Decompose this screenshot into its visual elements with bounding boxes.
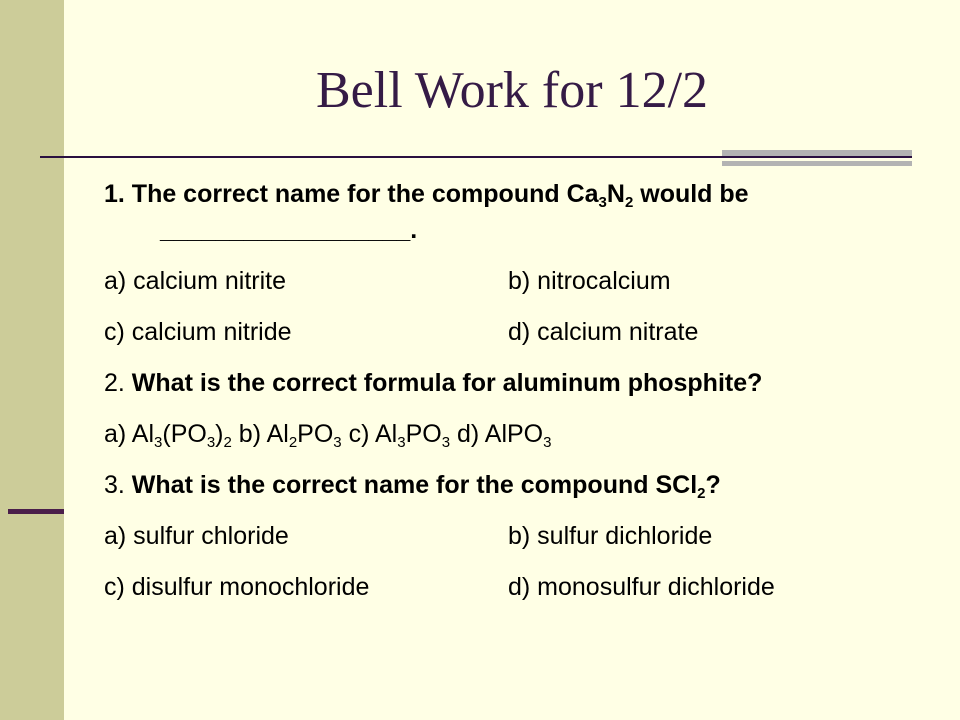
q2-option-b-label: b) <box>231 420 267 448</box>
q3-option-b: b) sulfur dichloride <box>508 522 713 550</box>
q2-option-c-label: c) <box>341 420 375 448</box>
q3-options-row-1 <box>104 518 924 554</box>
q2-formula-subscript: 3 <box>333 434 342 451</box>
q2-formula-element: Al <box>374 420 398 448</box>
q2-formula-subscript: 3 <box>543 434 552 451</box>
question-1 <box>104 176 924 248</box>
q2-option-a-label: a) <box>104 420 132 448</box>
title-divider <box>40 156 912 158</box>
q2-formula-element: Al <box>266 420 289 448</box>
slide-title: Bell Work for 12/2 <box>315 62 709 119</box>
q2-formula-element: PO <box>405 420 442 448</box>
q2-formula-subscript: 2 <box>223 434 232 451</box>
q2-formula-element: PO <box>297 420 334 448</box>
q3-options-row-2 <box>104 569 924 605</box>
q1-formula-subscript: 2 <box>624 194 634 211</box>
q2-formula-element: ) <box>215 420 224 448</box>
q1-formula-subscript: 3 <box>598 194 607 211</box>
question-3 <box>104 467 924 503</box>
question-3-end: ? <box>705 471 721 499</box>
q1-formula-element: N <box>606 180 625 208</box>
q1-options-row-1 <box>104 263 924 299</box>
q3-option-d: d) monosulfur dichloride <box>508 573 775 601</box>
question-3-number: 3. <box>104 471 132 499</box>
question-2-text: What is the correct formula for aluminum phosphite? <box>131 369 763 397</box>
question-2-number: 2. <box>104 369 132 397</box>
q1-formula-element: Ca <box>566 180 599 208</box>
question-2 <box>104 365 924 401</box>
q2-formula-subscript: 3 <box>154 434 163 451</box>
title-divider-accent-lower <box>722 161 912 166</box>
q3-option-a: a) sulfur chloride <box>104 522 289 550</box>
question-3-text: What is the correct name for the compound SCl <box>131 471 698 499</box>
title-divider-accent <box>722 150 912 156</box>
q2-formula-subscript: 3 <box>397 434 406 451</box>
q2-options-row <box>104 416 924 452</box>
q1-option-d: d) calcium nitrate <box>508 318 699 346</box>
q1-options-row-2 <box>104 314 924 350</box>
question-1-suffix: would be __________________. <box>160 180 749 244</box>
q2-formula-subscript: 3 <box>206 434 216 451</box>
q2-option-d-label: d) <box>450 420 485 448</box>
question-1-prefix: 1. The correct name for the compound <box>104 180 567 208</box>
q3-option-c: c) disulfur monochloride <box>104 573 370 601</box>
side-band-marker <box>8 509 64 514</box>
q1-option-c: c) calcium nitride <box>104 318 292 346</box>
q2-formula-element: (PO <box>162 420 207 448</box>
slide-body <box>104 176 924 620</box>
q2-formula-subscript: 2 <box>288 434 298 451</box>
q1-option-b: b) nitrocalcium <box>508 267 671 295</box>
q2-formula-subscript: 3 <box>441 434 451 451</box>
q1-option-a: a) calcium nitrite <box>104 267 286 295</box>
q2-formula-element: Al <box>131 420 155 448</box>
side-band <box>0 0 64 720</box>
q2-formula-element: AlPO <box>484 420 544 448</box>
q3-formula-subscript: 2 <box>697 485 706 502</box>
